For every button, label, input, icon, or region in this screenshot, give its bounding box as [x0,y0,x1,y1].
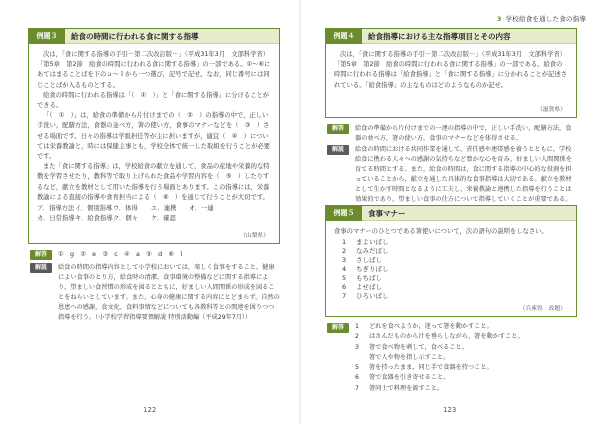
answer-item: 5 箸を持ったまま，同じ手で食器を持つこと。 [355,364,493,372]
list-item: 6 よせばし [342,283,382,292]
list-item: 1 まよいばし [342,238,389,247]
choice-row [37,214,271,224]
list-item: 7 ひろいばし [342,292,389,301]
choice: エ．連携 [151,205,177,213]
choice: キ．給食指導 [75,215,113,223]
answer-item: 6 箸で食器を引き寄せること。 [355,374,450,382]
choice: ク．個々 [113,215,138,223]
explanation-text: 給食の時間における共同作業を通して，責任感や連帯感を養うとともに，学校給食に携わる人々への感謝の気持ちなど豊かな心を育み，好ましい人間関係を育てる時間とする。また，給食の時間は，食に関する指導の中心的な役割を担っていることから，献立を通した具体的な食事指導は大切である。献立を教材として生かす時間となるように工夫し，栄養教諭と連携した指導を行うことは効果的であり，望ましい食事の仕方について指導していくことが重要である。 [355,146,572,203]
choice: カ．日常指導 [37,215,75,223]
answer-item: 1 どれを食べようか，迷って箸を動かすこと。 [355,323,493,330]
list-item: 3 さしばし [342,256,382,265]
page-number-right: 123 [443,406,457,414]
answer-text: 給食の準備から片付けまでの一連の指導の中で，正しい手洗い，配膳方法，食器の並べ方，箸の使い方，食事のマナーなどを体得させる。 [355,125,572,142]
choice: ケ．確認 [151,215,176,223]
example-3-box [28,28,280,244]
page-number-left: 122 [143,406,157,414]
answer-text: ① g ② e ③ c ④ a ⑤ d ⑥ l [58,251,183,258]
answer-label: 解答 [30,250,52,260]
running-head [497,14,586,23]
example-4-para: 次は，「食に関する指導の手引－第二次改訂版－」（平成31年3月 文部科学省）「第5章 第2節 給食の時間に行われる食に関する指導」の一部である。給食の時間に行われる指導は「給食指導」と「食に関する指導」に分かれることが記述されている。「給食指導」の主なものはどのようなものか記せ。 [334,51,567,89]
running-head-title: 学校給食を通した食の指導 [505,15,586,23]
example-5-tag: 例題５ [326,206,362,221]
example-4-tag: 例題４ [326,29,362,44]
example-3-body [37,50,271,224]
list-item: 4 ちぎりばし [342,265,389,274]
answer-list [355,322,577,394]
choice: ウ．体得 [113,205,138,213]
list-item: 5 もちばし [342,274,382,283]
answer-item: 7 箸同士で料理を渡すこと。 [355,384,444,392]
answer-item: 3 箸で食べ物を刺して，食べること。 [355,343,468,351]
example-5-body [334,227,568,301]
example-3-para: 次は，「食に関する指導の手引－第二次改訂版－」（平成31年3月 文部科学省）「第5章 第2節 給食の時間に行われる食に関する指導」の一部である。①～⑥にあてはまることばを下のａ～ｌから一つ選び，記号で記せ。なお，同じ番号には同じことばが入るものとする。 [37,51,271,89]
example-5-source: （兵庫県 改題） [519,306,566,312]
choice: オ．一連 [189,205,214,213]
example-4-body [334,50,568,91]
example-3-header [29,29,279,44]
answer-label: 解答 [327,124,349,134]
example-5-intro: 食事のマナーのひとつである箸使いについて，次の語句の説明をしなさい。 [334,228,548,235]
example-3-title: 給食の時間に行われる食に関する指導 [71,32,199,41]
answer-label: 解答 [327,323,349,333]
example-3-source: （山梨県） [240,233,269,239]
example-3-tag: 例題３ [29,29,65,44]
example-4-title: 給食指導における主な指導項目とその内容 [368,32,511,41]
example-3-para: 「（ ① ）」は，給食の準備から片付けまでの（ ② ）の指導の中で，正しい手洗い，配膳方法，食器の並べ方，箸の使い方，食事のマナーなどを（ ③ ）させる場面です。日々の指導は学級担任等が主に担いますが，適宜（ ④ ）については栄養教諭と，時には保健主事とも，学校全体で統一した取組を行うことが必要です。 [37,112,270,161]
example-4-source: （滋賀県） [537,107,566,113]
example-4-box [325,28,577,118]
answer-item: 2 はさんだものから汁を垂らしながら，箸を動かすこと。 [355,333,524,341]
example-3-para: また「食に関する指導」は，学校給食の献立を通して，食品の産地や栄養的な特徴を学習させたり，教科等で取り上げられた食品や学習内容を（ ⑤ ）したりするなど，献立を教材として用いた指導を行う場面とあります。この指導には，栄養教諭による直接の指導や食育担当による（ ⑥ ）を通じて行うことが大切です。 [37,163,270,201]
running-head-number: 3 [496,15,502,23]
choice: イ．個別指導 [75,205,113,213]
example-5-header [326,206,576,221]
example-3-choices [37,204,271,224]
left-page [0,0,299,424]
choice-row [37,204,271,214]
right-page [301,0,600,424]
answer-item: 箸で人や物を指し示すこと。 [369,353,450,361]
explanation-label: 解説 [327,145,349,155]
example-5-list [342,238,568,301]
list-item: 2 なみだばし [342,247,389,256]
choice: ア．指導方法 [37,205,75,213]
example-3-para: 給食の時間に行われる指導は「（ ① ）」と「食に関する指導」に分けることができる。 [37,91,270,110]
example-4-header [326,29,576,44]
explanation-text: 給食の時間の指導内容として小学校においては，楽しく食事をすること，健康によい食事のとり方，給食時の清潔，食事環境の整備などに関する指導により，望ましい食習慣の形成を図るとともに，好ましい人間関係の形成を図ることをねらいとしています。また，心身の健康に関する内容にとどまらず，自然の恩恵への感謝，食文化，食料事情などについても各教科等との関連を図りつつ指導を行う。（小学校学習指導要領解説 特別活動編（平成29年7月）） [58,264,280,321]
example-5-box [325,205,577,317]
explanation-label: 解説 [30,263,52,273]
example-5-title: 食事マナー [368,209,406,218]
